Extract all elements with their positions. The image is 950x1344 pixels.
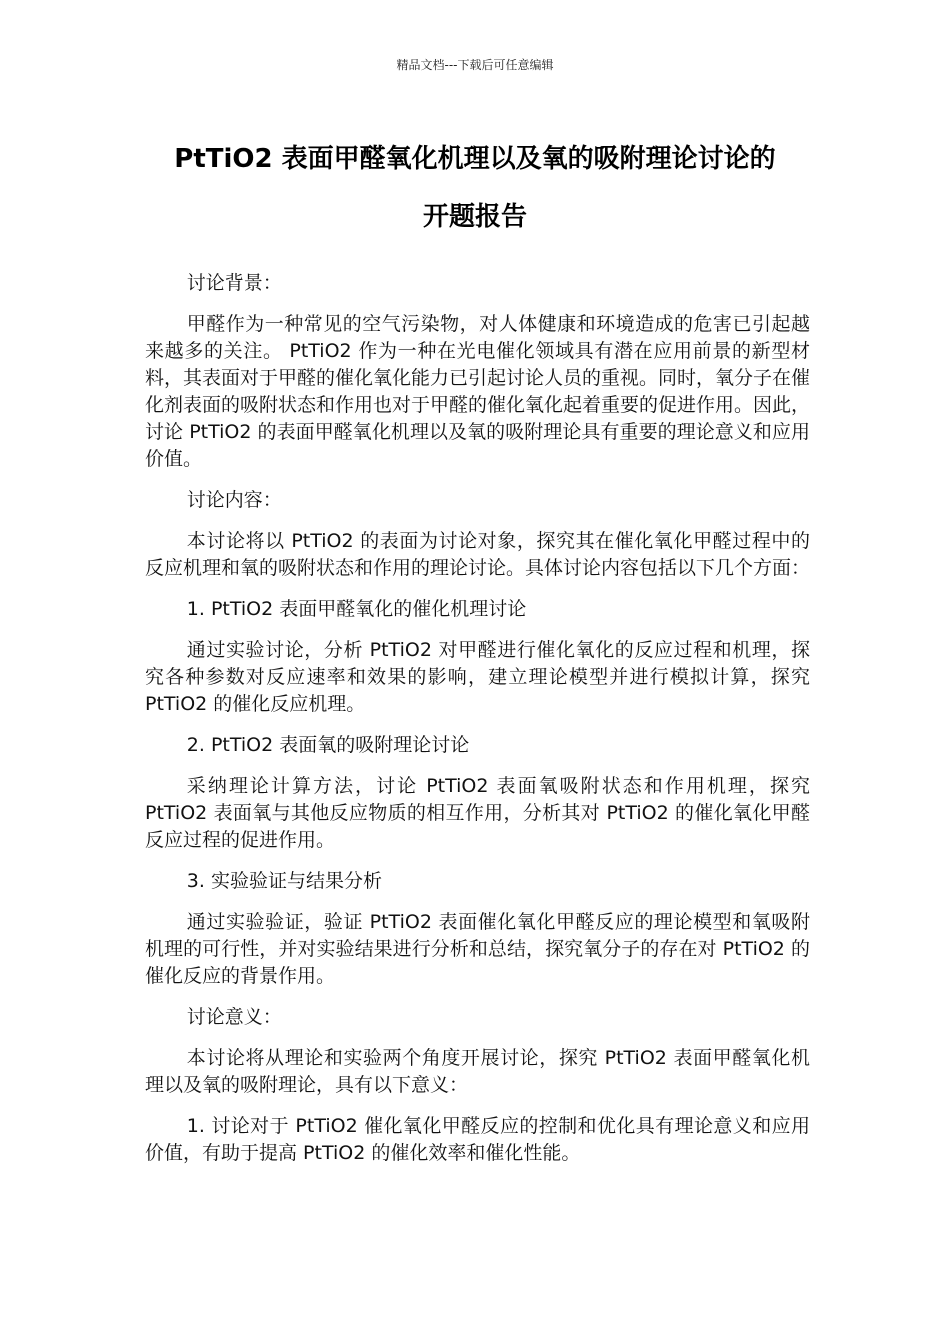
title-line-2: 开题报告 [422, 202, 527, 232]
background-heading: 讨论背景： [186, 272, 282, 294]
item-1-paragraph: 通过实验讨论，分析 PtTiO2 对甲醛进行催化氧化的反应过程和机理，探究各种参数对反应速率和效果的影响，建立理论模型并进行模拟计算，探究 PtTiO2 的催化反应机理。 [145, 639, 810, 715]
content-paragraph: 本讨论将以 PtTiO2 的表面为讨论对象，探究其在催化氧化甲醛过程中的反应机理和氧的吸附状态和作用的理论讨论。具体讨论内容包括以下几个方面： [145, 530, 811, 579]
item-2-heading: 2. PtTiO2 表面氧的吸附理论讨论 [186, 734, 470, 756]
header-note: 精品文档---下载后可任意编辑 [396, 58, 554, 72]
significance-heading: 讨论意义： [186, 1006, 282, 1028]
significance-item-1: 1. 讨论对于 PtTiO2 催化氧化甲醛反应的控制和优化具有理论意义和应用价值，有助于提高 PtTiO2 的催化效率和催化性能。 [145, 1115, 810, 1164]
title-line-1: PtTiO2 表面甲醛氧化机理以及氧的吸附理论讨论的 [174, 144, 776, 174]
item-2-paragraph: 采纳理论计算方法，讨论 PtTiO2 表面氧吸附状态和作用机理，探究 PtTiO2 表面氧与其他反应物质的相互作用，分析其对 PtTiO2 的催化氧化甲醛反应过程的促进作用。 [145, 775, 810, 851]
significance-paragraph: 本讨论将从理论和实验两个角度开展讨论，探究 PtTiO2 表面甲醛氧化机理以及氧的吸附理论，具有以下意义： [145, 1047, 810, 1096]
item-1-heading: 1. PtTiO2 表面甲醛氧化的催化机理讨论 [186, 598, 527, 620]
document-title [140, 130, 810, 246]
item-3-heading: 3. 实验验证与结果分析 [186, 870, 382, 892]
content-heading: 讨论内容： [186, 489, 282, 511]
document-body [145, 270, 810, 1181]
item-3-paragraph: 通过实验验证，验证 PtTiO2 表面催化氧化甲醛反应的理论模型和氧吸附机理的可行性，并对实验结果进行分析和总结，探究氧分子的存在对 PtTiO2 的催化反应的背景作用。 [145, 911, 810, 987]
background-paragraph: 甲醛作为一种常见的空气污染物，对人体健康和环境造成的危害已引起越来越多的关注。 PtTiO2 作为一种在光电催化领域具有潜在应用前景的新型材料，其表面对于甲醛的催化氧化能力已引起讨论人员的重视。同时，氧分子在催化剂表面的吸附状态和作用也对于甲醛的催化氧化起着重要的促进作用。因此，讨论 PtTiO2 的表面甲醛氧化机理以及氧的吸附理论具有重要的理论意义和应用价值。 [145, 313, 811, 470]
